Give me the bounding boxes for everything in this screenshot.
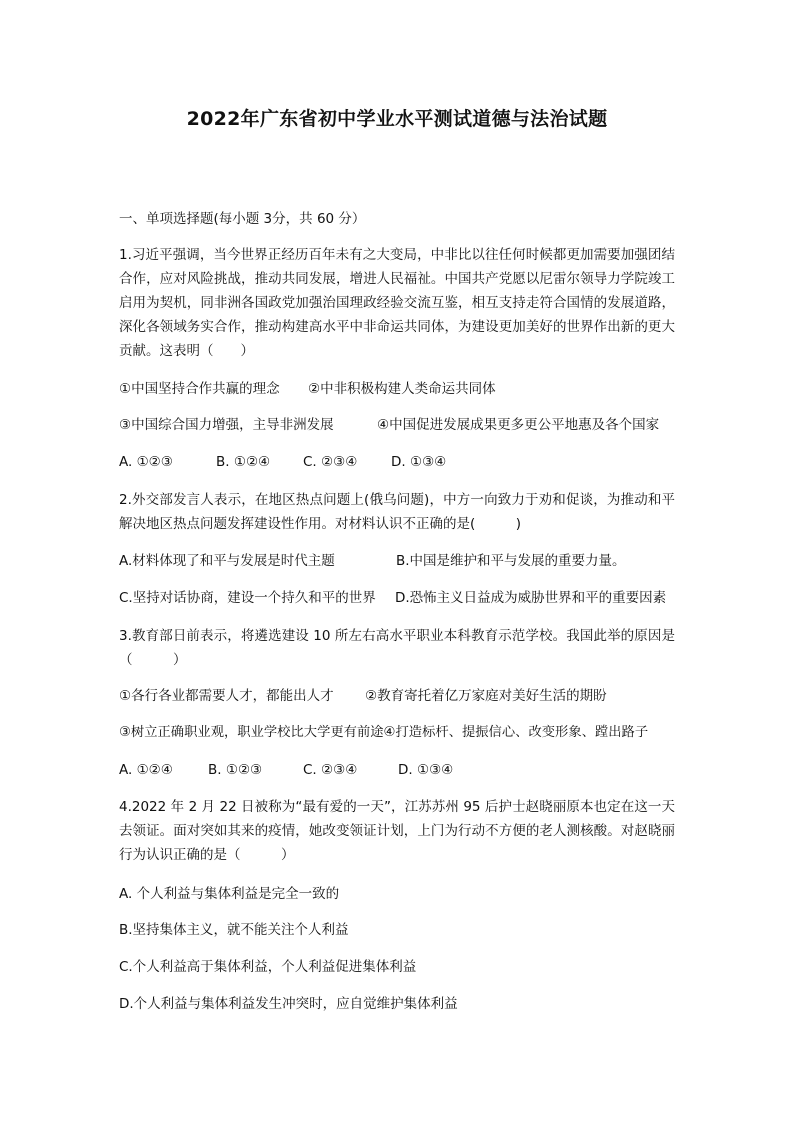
q4-choice-a[interactable]: A. 个人利益与集体利益是完全一致的 — [119, 886, 340, 902]
exam-title: 2022年广东省初中学业水平测试道德与法治试题 — [186, 108, 608, 130]
q3-choice-a[interactable]: A. ①②④ — [119, 762, 173, 778]
q1-choice-c[interactable]: C. ②③④ — [303, 454, 358, 470]
question-3-stem: 3.教育部日前表示，将遴选建设 10 所左右高水平职业本科教育示范学校。我国此举的原因是（ ） — [119, 628, 675, 668]
q3-statement-1: ①各行各业都需要人才，都能出人才 — [119, 688, 334, 704]
q1-choice-b[interactable]: B. ①②④ — [216, 454, 271, 470]
q3-choice-b[interactable]: B. ①②③ — [208, 762, 263, 778]
q4-choice-b[interactable]: B.坚持集体主义，就不能关注个人利益 — [119, 922, 349, 938]
question-2-stem: 2.外交部发言人表示，在地区热点问题上(俄乌问题)，中方一向致力于劝和促谈，为推动和平解决地区热点问题发挥建设性作用。对材料认识不正确的是( ) — [119, 492, 675, 532]
q2-choice-c[interactable]: C.坚持对话协商，建设一个持久和平的世界 — [119, 590, 376, 606]
q3-choice-c[interactable]: C. ②③④ — [303, 762, 358, 778]
q4-choice-d[interactable]: D.个人利益与集体利益发生冲突时，应自觉维护集体利益 — [119, 996, 458, 1012]
q1-statement-4: ④中国促进发展成果更多更公平地惠及各个国家 — [377, 417, 660, 433]
q4-choice-c[interactable]: C.个人利益高于集体利益，个人利益促进集体利益 — [119, 959, 417, 975]
q1-choice-d[interactable]: D. ①③④ — [391, 454, 447, 470]
q2-choice-d[interactable]: D.恐怖主义日益成为威胁世界和平的重要因素 — [395, 590, 667, 606]
q1-statement-3: ③中国综合国力增强，主导非洲发展 — [119, 417, 334, 433]
q3-choice-d[interactable]: D. ①③④ — [398, 762, 454, 778]
q1-statement-2: ②中非积极构建人类命运共同体 — [308, 381, 496, 397]
q1-choice-a[interactable]: A. ①②③ — [119, 454, 173, 470]
question-1-stem: 1.习近平强调，当今世界正经历百年未有之大变局，中非比以往任何时候都更加需要加强团结合作，应对风险挑战，推动共同发展，增进人民福祉。中国共产党愿以尼雷尔领导力学院竣工启用为契机，同非洲各国政党加强治国理政经验交流互鉴，相互支持走符合国情的发展道路，深化各领域务实合作，推动构建高水平中非命运共同体，为建设更加美好的世界作出新的更大贡献。这表明（ ） — [119, 247, 675, 359]
question-4-stem: 4.2022 年 2 月 22 日被称为“最有爱的一天”，江苏苏州 95 后护士赵晓丽原本也定在这一天去领证。面对突如其来的疫情，她改变领证计划，上门为行动不方便的老人测核酸。对赵晓丽行为认识正确的是（ ） — [119, 799, 675, 863]
q3-statements-3-4: ③树立正确职业观，职业学校比大学更有前途④打造标杆、提振信心、改变形象、蹚出路子 — [119, 725, 649, 740]
q1-statement-1: ①中国坚持合作共赢的理念 — [119, 381, 280, 397]
q2-choice-a[interactable]: A.材料体现了和平与发展是时代主题 — [119, 553, 335, 569]
section-heading: 一、单项选择题(每小题 3分，共 60 分） — [119, 211, 366, 227]
q3-statement-2: ②教育寄托着亿万家庭对美好生活的期盼 — [365, 688, 607, 704]
q2-choice-b[interactable]: B.中国是维护和平与发展的重要力量。 — [396, 553, 626, 569]
